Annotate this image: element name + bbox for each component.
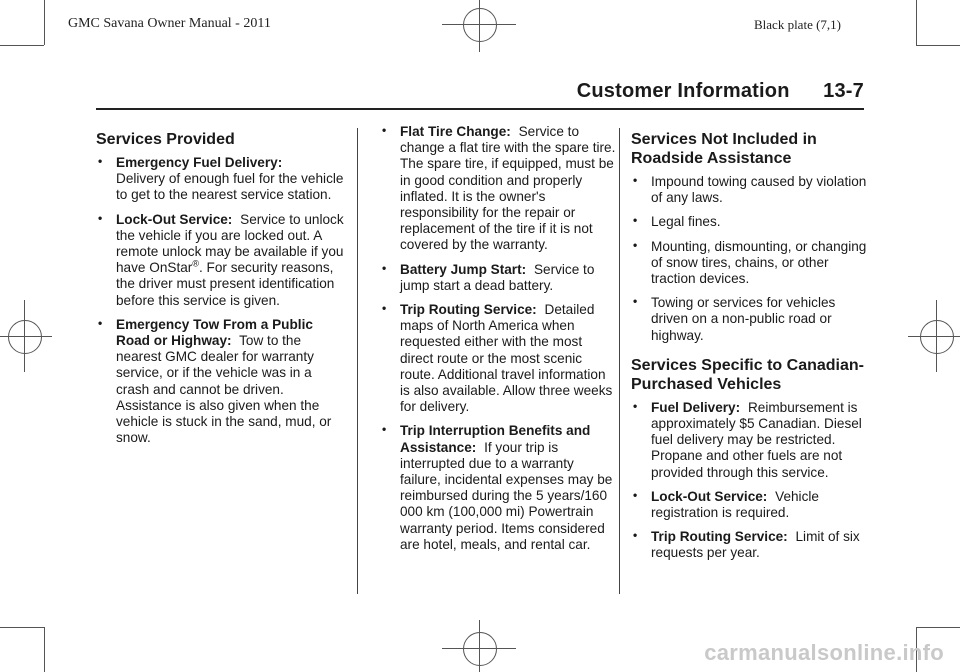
- item-text: Limit of six requests per year.: [651, 529, 860, 561]
- bullet-icon: •: [633, 213, 638, 228]
- bullet-icon: •: [633, 487, 638, 502]
- item-text: Detailed maps of North America when requested either with the most direct route or the most scenic route. Additional travel information is also available. Allow three weeks for delivery.: [400, 302, 613, 415]
- crop-mark: [0, 45, 44, 46]
- canadian-services-list: [631, 400, 871, 562]
- crop-mark: [479, 620, 480, 672]
- crop-mark: [916, 0, 917, 45]
- column-services-continued: [380, 124, 616, 561]
- list-item: [631, 400, 871, 481]
- registration-target-icon: [920, 320, 954, 354]
- services-list: [380, 124, 616, 553]
- list-item: [631, 239, 871, 288]
- item-text: . For security reasons, the driver must present identification before this service is given.: [116, 260, 335, 308]
- crop-mark: [936, 300, 937, 372]
- registration-target-icon: [463, 8, 497, 42]
- column-not-included: [631, 130, 871, 570]
- item-text: Towing or services for vehicles driven on a non-public road or highway.: [651, 295, 836, 343]
- bullet-icon: •: [382, 123, 387, 137]
- item-lead: Trip Routing Service:: [400, 302, 537, 318]
- crop-mark: [0, 627, 44, 628]
- item-text: Service to unlock the vehicle if you are locked out. A remote unlock may be available if you have OnStar: [116, 211, 344, 276]
- header-rule: [96, 108, 864, 110]
- item-text: Service to jump start a dead battery.: [400, 261, 595, 293]
- list-item: [380, 302, 616, 415]
- item-lead: Lock-Out Service:: [116, 211, 233, 227]
- services-list: [96, 155, 348, 446]
- list-item: [96, 317, 348, 447]
- item-lead: Emergency Tow From a Public Road or Highway:: [116, 316, 313, 349]
- page-number: 13-7: [823, 80, 864, 102]
- plate-label: Black plate (7,1): [754, 17, 841, 32]
- item-lead: Fuel Delivery:: [651, 399, 741, 415]
- item-lead: Emergency Fuel Delivery:: [116, 155, 283, 170]
- crop-mark: [24, 300, 25, 372]
- column-services-provided: [96, 130, 348, 454]
- crop-mark: [479, 0, 480, 52]
- page-header: [577, 80, 864, 103]
- list-item: [631, 489, 871, 521]
- list-item: [631, 174, 871, 206]
- registration-target-icon: [8, 320, 42, 354]
- item-lead: Trip Routing Service:: [651, 529, 788, 545]
- crop-mark: [44, 627, 45, 672]
- bullet-icon: •: [633, 398, 638, 413]
- section-heading: Services Not Included in Roadside Assistance: [631, 131, 817, 167]
- item-lead: Lock-Out Service:: [651, 488, 768, 504]
- bullet-icon: •: [98, 210, 103, 225]
- list-item: [631, 529, 871, 561]
- item-lead: Flat Tire Change:: [400, 124, 511, 139]
- item-text: If your trip is interrupted due to a warranty failure, incidental expenses may be reimbursed during the 5 years/160 000 km (100,000 mi) Powertrain warranty period. Items considered are hotel, meals, and rental car.: [400, 439, 613, 552]
- section-heading: Services Specific to Canadian-Purchased Vehicles: [631, 356, 864, 393]
- column-divider: [357, 128, 358, 594]
- item-text: Legal fines.: [651, 214, 721, 230]
- list-item: [380, 124, 616, 254]
- bullet-icon: •: [98, 315, 103, 330]
- item-text: Impound towing caused by violation of any laws.: [651, 174, 867, 206]
- item-text: Service to change a flat tire with the spare tire. The spare tire, if equipped, must be in good condition and properly inflated. It is the owner's responsibility for the repair or replacement of the tire if it is not covered by the warranty.: [400, 124, 616, 253]
- list-item: [380, 423, 616, 553]
- bullet-icon: •: [382, 260, 387, 275]
- list-item: [631, 295, 871, 344]
- bullet-icon: •: [633, 237, 638, 252]
- bullet-icon: •: [633, 528, 638, 543]
- crop-mark: [0, 336, 52, 337]
- section-heading: Services Provided: [96, 131, 235, 148]
- watermark: carmanualsonline.info: [704, 640, 944, 665]
- list-item: [631, 214, 871, 230]
- item-text: Delivery of enough fuel for the vehicle to get to the nearest service station.: [116, 171, 344, 203]
- bullet-icon: •: [382, 422, 387, 437]
- manual-title: GMC Savana Owner Manual - 2011: [68, 16, 271, 31]
- item-text: Reimbursement is approximately $5 Canadian. Diesel fuel delivery may be restricted. Propane and other fuels are not provided through this service.: [651, 399, 862, 480]
- bullet-icon: •: [633, 294, 638, 309]
- list-item: [380, 262, 616, 294]
- item-text: Tow to the nearest GMC dealer for warranty service, or if the vehicle was in a crash and cannot be driven. Assistance is also given when the vehicle is stuck in the sand, mud, or snow.: [116, 333, 332, 446]
- crop-mark: [44, 0, 45, 45]
- crop-mark: [916, 627, 960, 628]
- section-title: Customer Information: [576, 80, 790, 102]
- list-item: [96, 155, 348, 204]
- item-text: Vehicle registration is required.: [651, 488, 819, 521]
- crop-mark: [916, 45, 960, 46]
- bullet-icon: •: [98, 154, 103, 168]
- crop-mark: [908, 336, 960, 337]
- item-lead: Trip Interruption Benefits and Assistance:: [400, 423, 591, 455]
- bullet-icon: •: [382, 301, 387, 316]
- registered-mark: ®: [192, 258, 199, 269]
- column-divider: [619, 128, 620, 594]
- excluded-services-list: [631, 174, 871, 344]
- bullet-icon: •: [633, 173, 638, 187]
- item-lead: Battery Jump Start:: [400, 261, 527, 277]
- list-item: [96, 212, 348, 309]
- item-text: Mounting, dismounting, or changing of snow tires, chains, or other traction devices.: [651, 238, 867, 287]
- registration-target-icon: [463, 632, 497, 666]
